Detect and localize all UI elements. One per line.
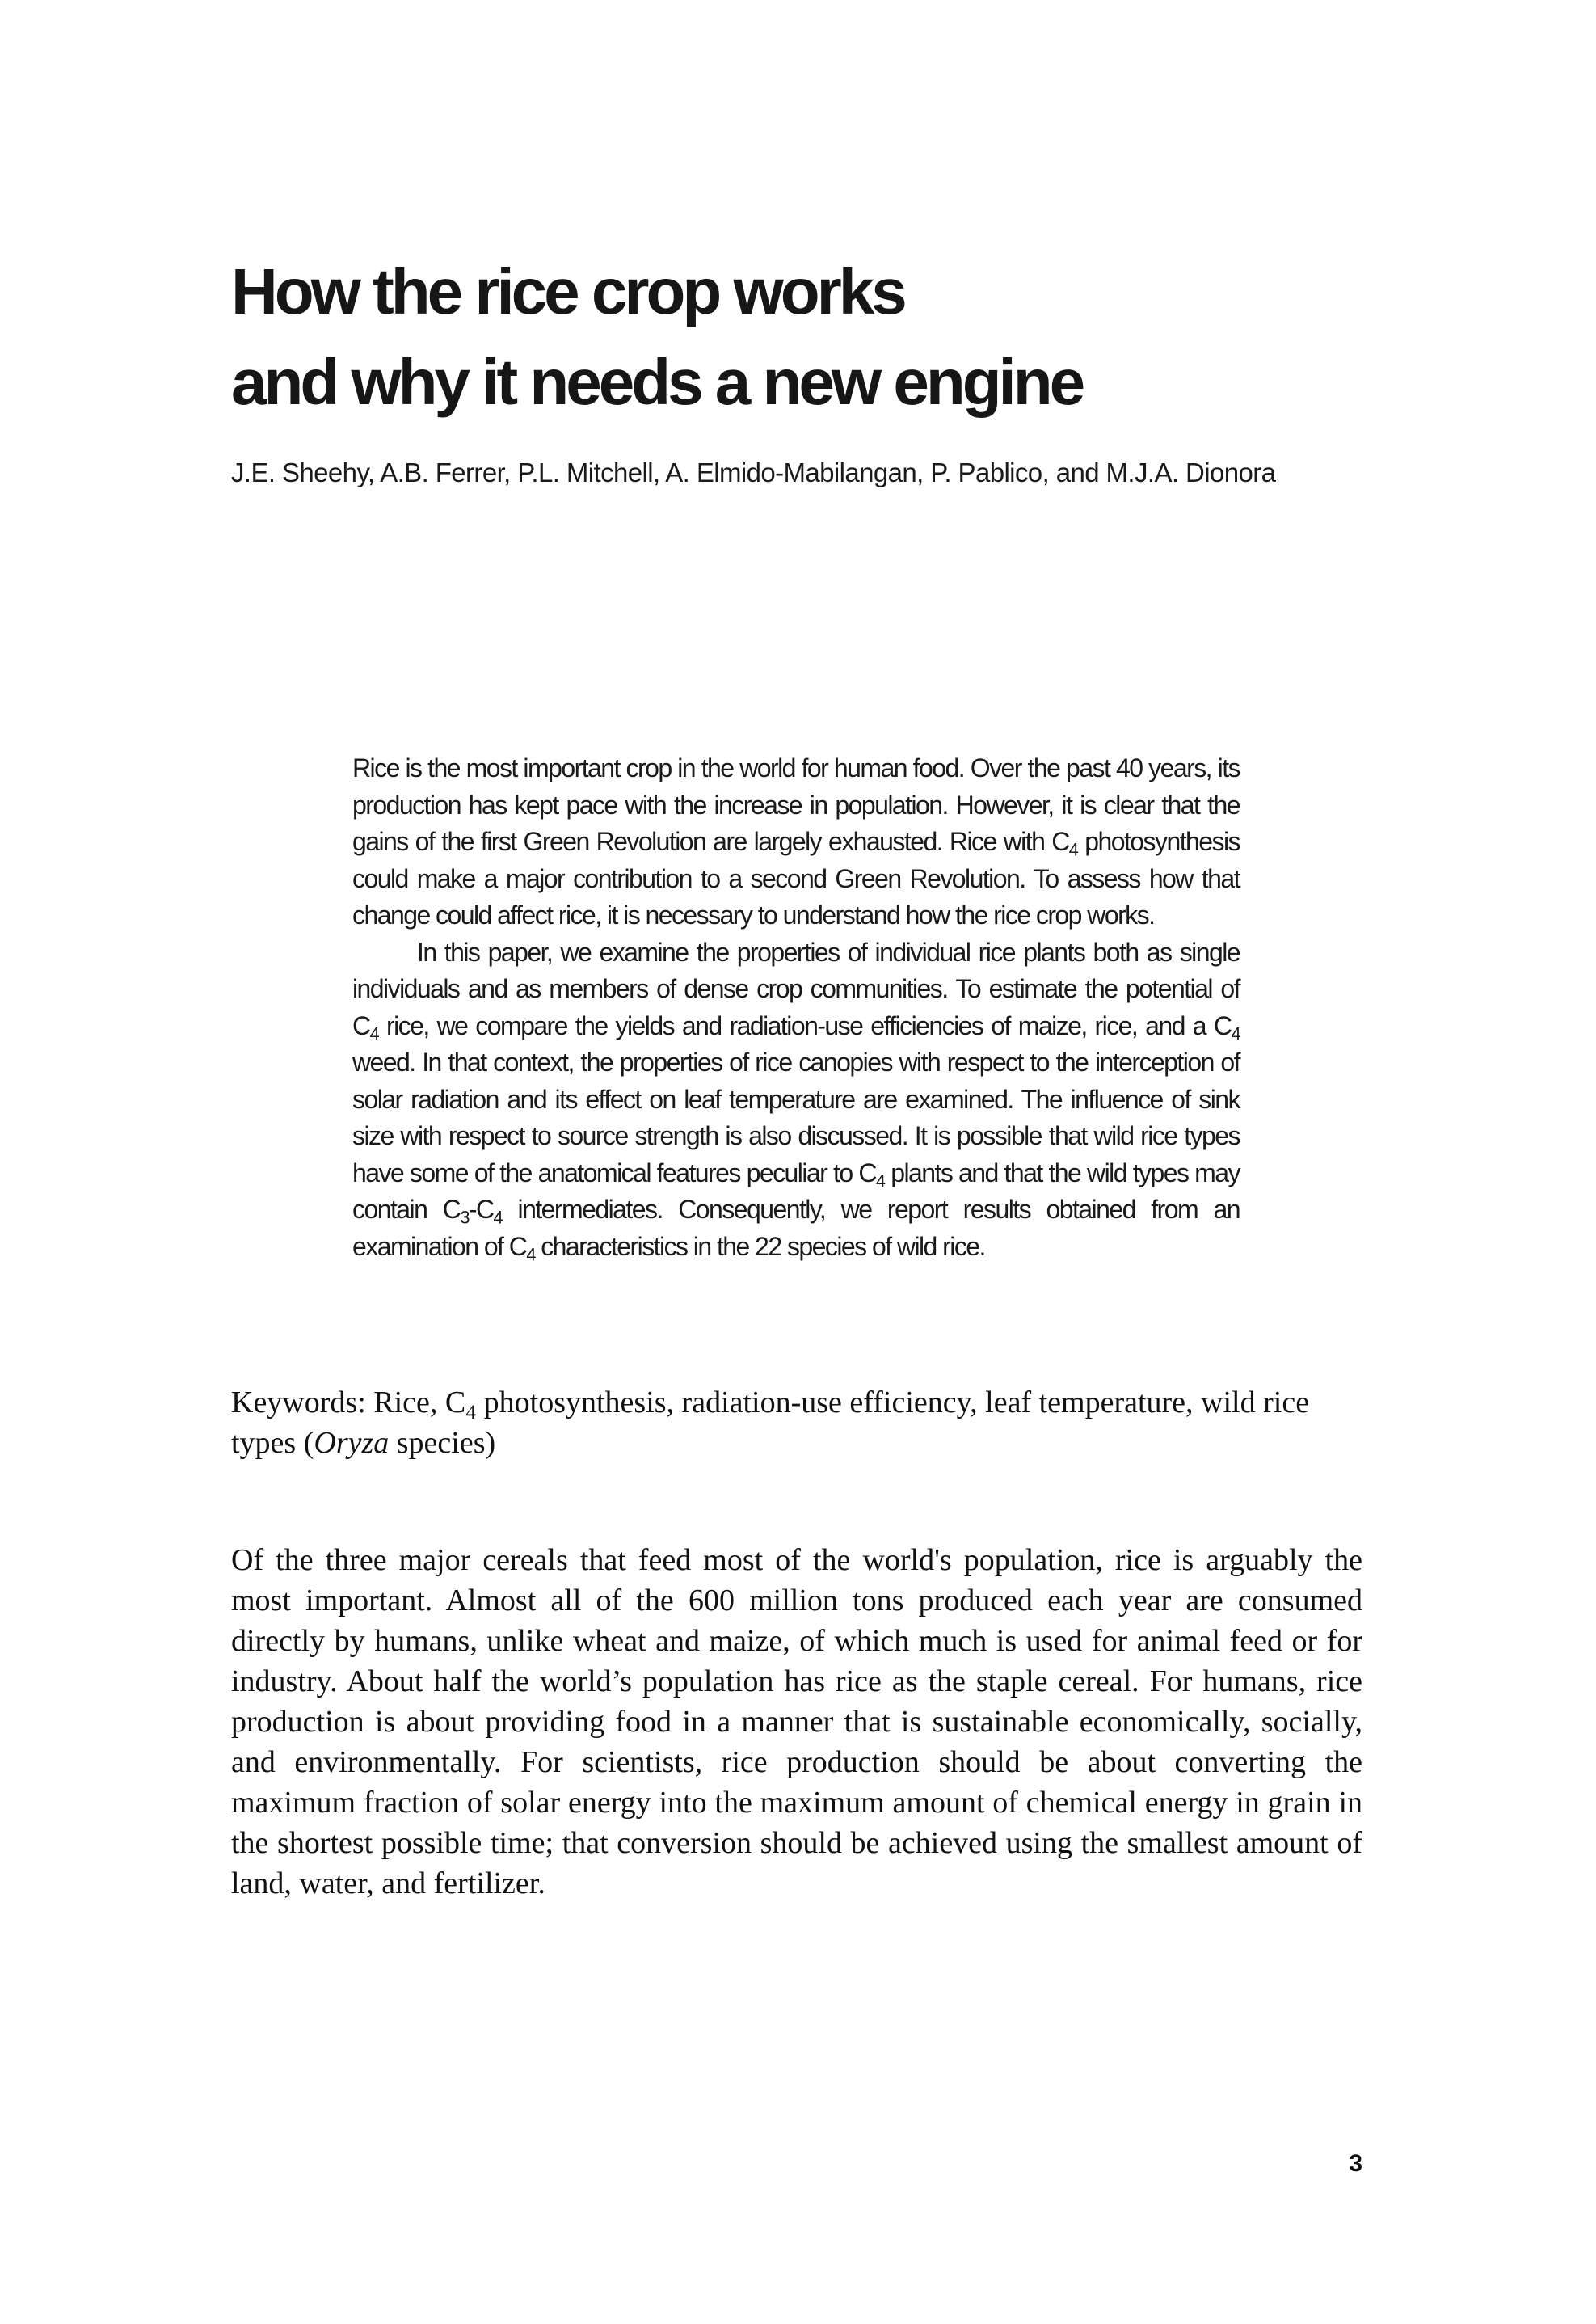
abstract-paragraph-2 [352,934,1240,1266]
subscript: 4 [526,1244,535,1265]
subscript: 4 [493,1207,503,1228]
chapter-title [231,247,1443,428]
keywords-line [231,1382,1362,1463]
author-list: J.E. Sheehy, A.B. Ferrer, P.L. Mitchell, A. Elmido-Mabilangan, P. Pablico, and M.J.A. Dionora [231,458,1276,487]
abstract-text: -C [468,1195,494,1224]
subscript: 3 [460,1207,469,1228]
chapter-title-line-1: How the rice crop works [231,255,904,327]
abstract-text: intermediates. Consequently, we report results obtained from an examination of C [352,1195,1240,1261]
abstract-paragraph-1 [352,750,1240,934]
abstract-text: weed. In that context, the properties of rice canopies with respect to the interception of solar radiation and its effect on leaf temperature are examined. The influence of sink size with respect to source strength is also discussed. It is possible that wild rice types have some of the anatomical features peculiar to C [352,1048,1240,1187]
keywords-text: Keywords: Rice, C [231,1386,466,1419]
abstract-text: characteristics in the 22 species of wild rice. [534,1231,985,1261]
keywords-text: species) [389,1426,496,1460]
subscript: 4 [1068,839,1078,860]
chapter-title-line-2: and why it needs a new engine [231,346,1083,418]
subscript: 4 [875,1170,885,1192]
abstract-text: Rice is the most important crop in the world for human food. Over the past 40 years, its production has kept pace with the increase in population. However, it is clear that the gains of the first Green Revolution are largely exhausted. Rice with C [352,753,1240,856]
subscript: 4 [1231,1023,1240,1044]
abstract-text: rice, we compare the yields and radiation-use efficiencies of maize, rice, and a C [378,1010,1232,1040]
abstract-text: photosynthesis could make a major contribution to a second Green Revolution. To assess how that change could affect rice, it is necessary to understand how the rice crop works. [352,827,1240,930]
body-paragraph-1: Of the three major cereals that feed most of the world's population, rice is arguably the most important. Almost all of the 600 million tons produced each year are consumed directly by humans, unlike wheat and maize, of which much is used for animal feed or for industry. About half the world’s population has rice as the staple cereal. For humans, rice production is about providing food in a manner that is sustainable economically, socially, and environmentally. For scientists, rice production should be about converting the maximum fraction of solar energy into the maximum amount of chemical energy in grain in the shortest possible time; that conversion should be achieved using the smallest amount of land, water, and fertilizer. [231,1543,1362,1900]
keywords [231,1382,1362,1463]
abstract-text: plants and that the wild types may contain C [352,1158,1240,1224]
subscript: 4 [369,1023,379,1044]
species-name: Oryza [314,1426,390,1460]
page-number: 3 [1349,2150,1362,2177]
abstract-text: In this paper, we examine the properties of individual rice plants both as single individuals and as members of dense crop communities. To estimate the potential of C [352,937,1240,1040]
keywords-text: photosynthesis, radiation-use efficiency, leaf temperature, wild rice types ( [231,1386,1310,1460]
subscript: 4 [465,1399,477,1424]
abstract [352,750,1240,1265]
body-text [231,1540,1362,1904]
